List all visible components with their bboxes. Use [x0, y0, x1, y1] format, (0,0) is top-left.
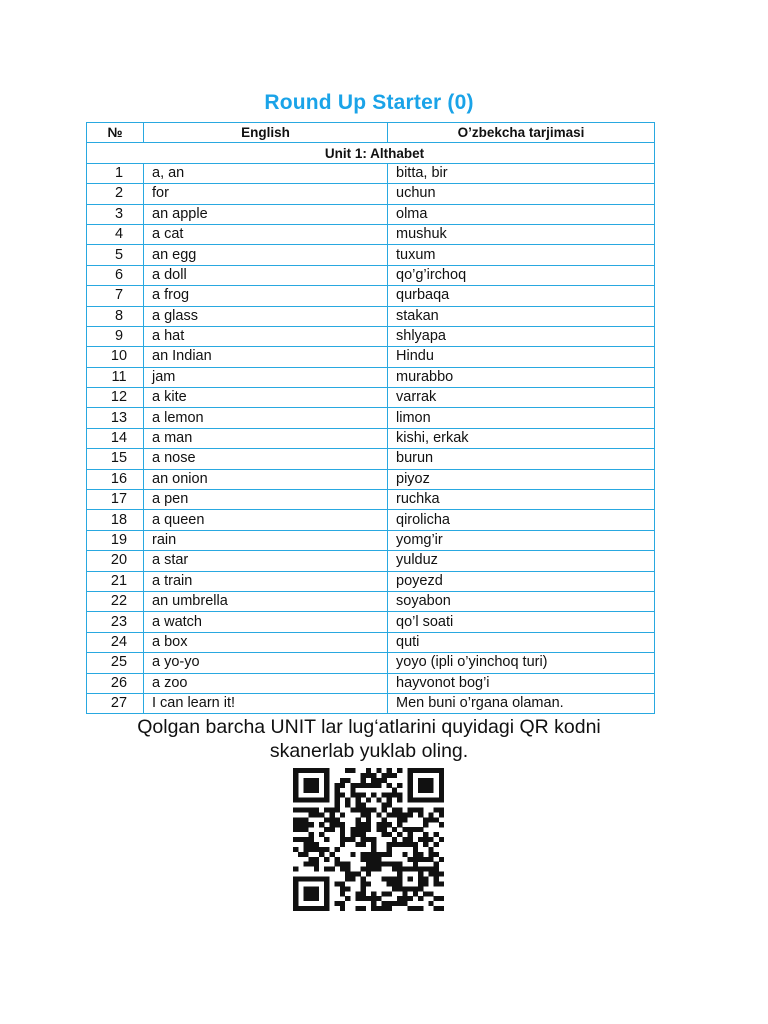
row-uzbek: ruchka	[388, 490, 655, 510]
row-number: 14	[87, 428, 144, 448]
row-uzbek: uchun	[388, 184, 655, 204]
row-number: 1	[87, 163, 144, 183]
row-number: 18	[87, 510, 144, 530]
table-row	[87, 510, 655, 530]
row-uzbek: quti	[388, 632, 655, 652]
table-row	[87, 653, 655, 673]
row-number: 5	[87, 245, 144, 265]
row-uzbek: mushuk	[388, 224, 655, 244]
row-number: 19	[87, 530, 144, 550]
row-number: 21	[87, 571, 144, 591]
row-number: 3	[87, 204, 144, 224]
table-row	[87, 571, 655, 591]
row-english: a doll	[144, 265, 388, 285]
row-english: an egg	[144, 245, 388, 265]
header-english: English	[144, 123, 388, 143]
table-row	[87, 204, 655, 224]
row-number: 25	[87, 653, 144, 673]
row-number: 6	[87, 265, 144, 285]
row-uzbek: yoyo (ipli o’yinchoq turi)	[388, 653, 655, 673]
row-uzbek: varrak	[388, 388, 655, 408]
table-row	[87, 449, 655, 469]
row-english: a kite	[144, 388, 388, 408]
row-uzbek: murabbo	[388, 367, 655, 387]
table-row	[87, 469, 655, 489]
row-uzbek: stakan	[388, 306, 655, 326]
table-header-row	[87, 123, 655, 143]
table-row	[87, 673, 655, 693]
row-uzbek: shlyapa	[388, 326, 655, 346]
table-row	[87, 408, 655, 428]
row-number: 27	[87, 693, 144, 713]
row-number: 22	[87, 591, 144, 611]
row-english: a hat	[144, 326, 388, 346]
row-english: a man	[144, 428, 388, 448]
table-row	[87, 286, 655, 306]
row-uzbek: qo’g’irchoq	[388, 265, 655, 285]
row-english: an onion	[144, 469, 388, 489]
row-number: 16	[87, 469, 144, 489]
row-number: 8	[87, 306, 144, 326]
row-number: 11	[87, 367, 144, 387]
row-english: I can learn it!	[144, 693, 388, 713]
table-row	[87, 693, 655, 713]
page-title: Round Up Starter (0)	[264, 91, 474, 114]
row-english: a queen	[144, 510, 388, 530]
row-number: 13	[87, 408, 144, 428]
row-uzbek: kishi, erkak	[388, 428, 655, 448]
row-uzbek: poyezd	[388, 571, 655, 591]
row-number: 2	[87, 184, 144, 204]
row-uzbek: hayvonot bog’i	[388, 673, 655, 693]
table-row	[87, 612, 655, 632]
table-row	[87, 367, 655, 387]
header-uzbek: O’zbekcha tarjimasi	[388, 123, 655, 143]
row-number: 4	[87, 224, 144, 244]
row-uzbek: olma	[388, 204, 655, 224]
table-row	[87, 632, 655, 652]
table-row	[87, 490, 655, 510]
row-number: 7	[87, 286, 144, 306]
row-uzbek: yulduz	[388, 551, 655, 571]
table-row	[87, 184, 655, 204]
row-uzbek: piyoz	[388, 469, 655, 489]
row-number: 12	[87, 388, 144, 408]
row-uzbek: qo’l soati	[388, 612, 655, 632]
row-english: a yo-yo	[144, 653, 388, 673]
unit-title: Unit 1: Althabet	[87, 143, 655, 163]
row-number: 26	[87, 673, 144, 693]
table-row	[87, 388, 655, 408]
row-english: a box	[144, 632, 388, 652]
table-row	[87, 428, 655, 448]
row-english: a cat	[144, 224, 388, 244]
row-number: 15	[87, 449, 144, 469]
row-uzbek: yomg’ir	[388, 530, 655, 550]
unit-title-row	[87, 143, 655, 163]
row-english: a watch	[144, 612, 388, 632]
row-number: 17	[87, 490, 144, 510]
row-english: a star	[144, 551, 388, 571]
row-uzbek: Men buni o’rgana olaman.	[388, 693, 655, 713]
table-row	[87, 530, 655, 550]
table-row	[87, 245, 655, 265]
table-row	[87, 224, 655, 244]
row-english: rain	[144, 530, 388, 550]
table-row	[87, 347, 655, 367]
table-row	[87, 265, 655, 285]
qr-instruction-text	[0, 715, 738, 763]
row-uzbek: qirolicha	[388, 510, 655, 530]
row-english: for	[144, 184, 388, 204]
table-row	[87, 591, 655, 611]
row-number: 9	[87, 326, 144, 346]
qr-code-icon[interactable]	[293, 768, 444, 911]
row-number: 24	[87, 632, 144, 652]
table-row	[87, 163, 655, 183]
row-english: an apple	[144, 204, 388, 224]
row-english: a nose	[144, 449, 388, 469]
table-row	[87, 551, 655, 571]
qr-instruction-line-2: skanerlab yuklab oling.	[269, 740, 469, 762]
row-english: an Indian	[144, 347, 388, 367]
row-uzbek: soyabon	[388, 591, 655, 611]
row-uzbek: limon	[388, 408, 655, 428]
row-uzbek: qurbaqa	[388, 286, 655, 306]
row-english: a, an	[144, 163, 388, 183]
qr-instruction-line-1: Qolgan barcha UNIT lar lug‘atlarini quyidagi QR kodni	[137, 716, 601, 738]
table-row	[87, 306, 655, 326]
row-uzbek: bitta, bir	[388, 163, 655, 183]
row-english: a train	[144, 571, 388, 591]
row-uzbek: Hindu	[388, 347, 655, 367]
row-uzbek: burun	[388, 449, 655, 469]
row-number: 20	[87, 551, 144, 571]
header-number: №	[87, 123, 144, 143]
row-english: a lemon	[144, 408, 388, 428]
row-english: an umbrella	[144, 591, 388, 611]
row-english: a glass	[144, 306, 388, 326]
row-english: a zoo	[144, 673, 388, 693]
row-number: 10	[87, 347, 144, 367]
row-english: a frog	[144, 286, 388, 306]
vocabulary-table	[86, 122, 655, 714]
table-row	[87, 326, 655, 346]
row-english: a pen	[144, 490, 388, 510]
row-number: 23	[87, 612, 144, 632]
row-uzbek: tuxum	[388, 245, 655, 265]
row-english: jam	[144, 367, 388, 387]
